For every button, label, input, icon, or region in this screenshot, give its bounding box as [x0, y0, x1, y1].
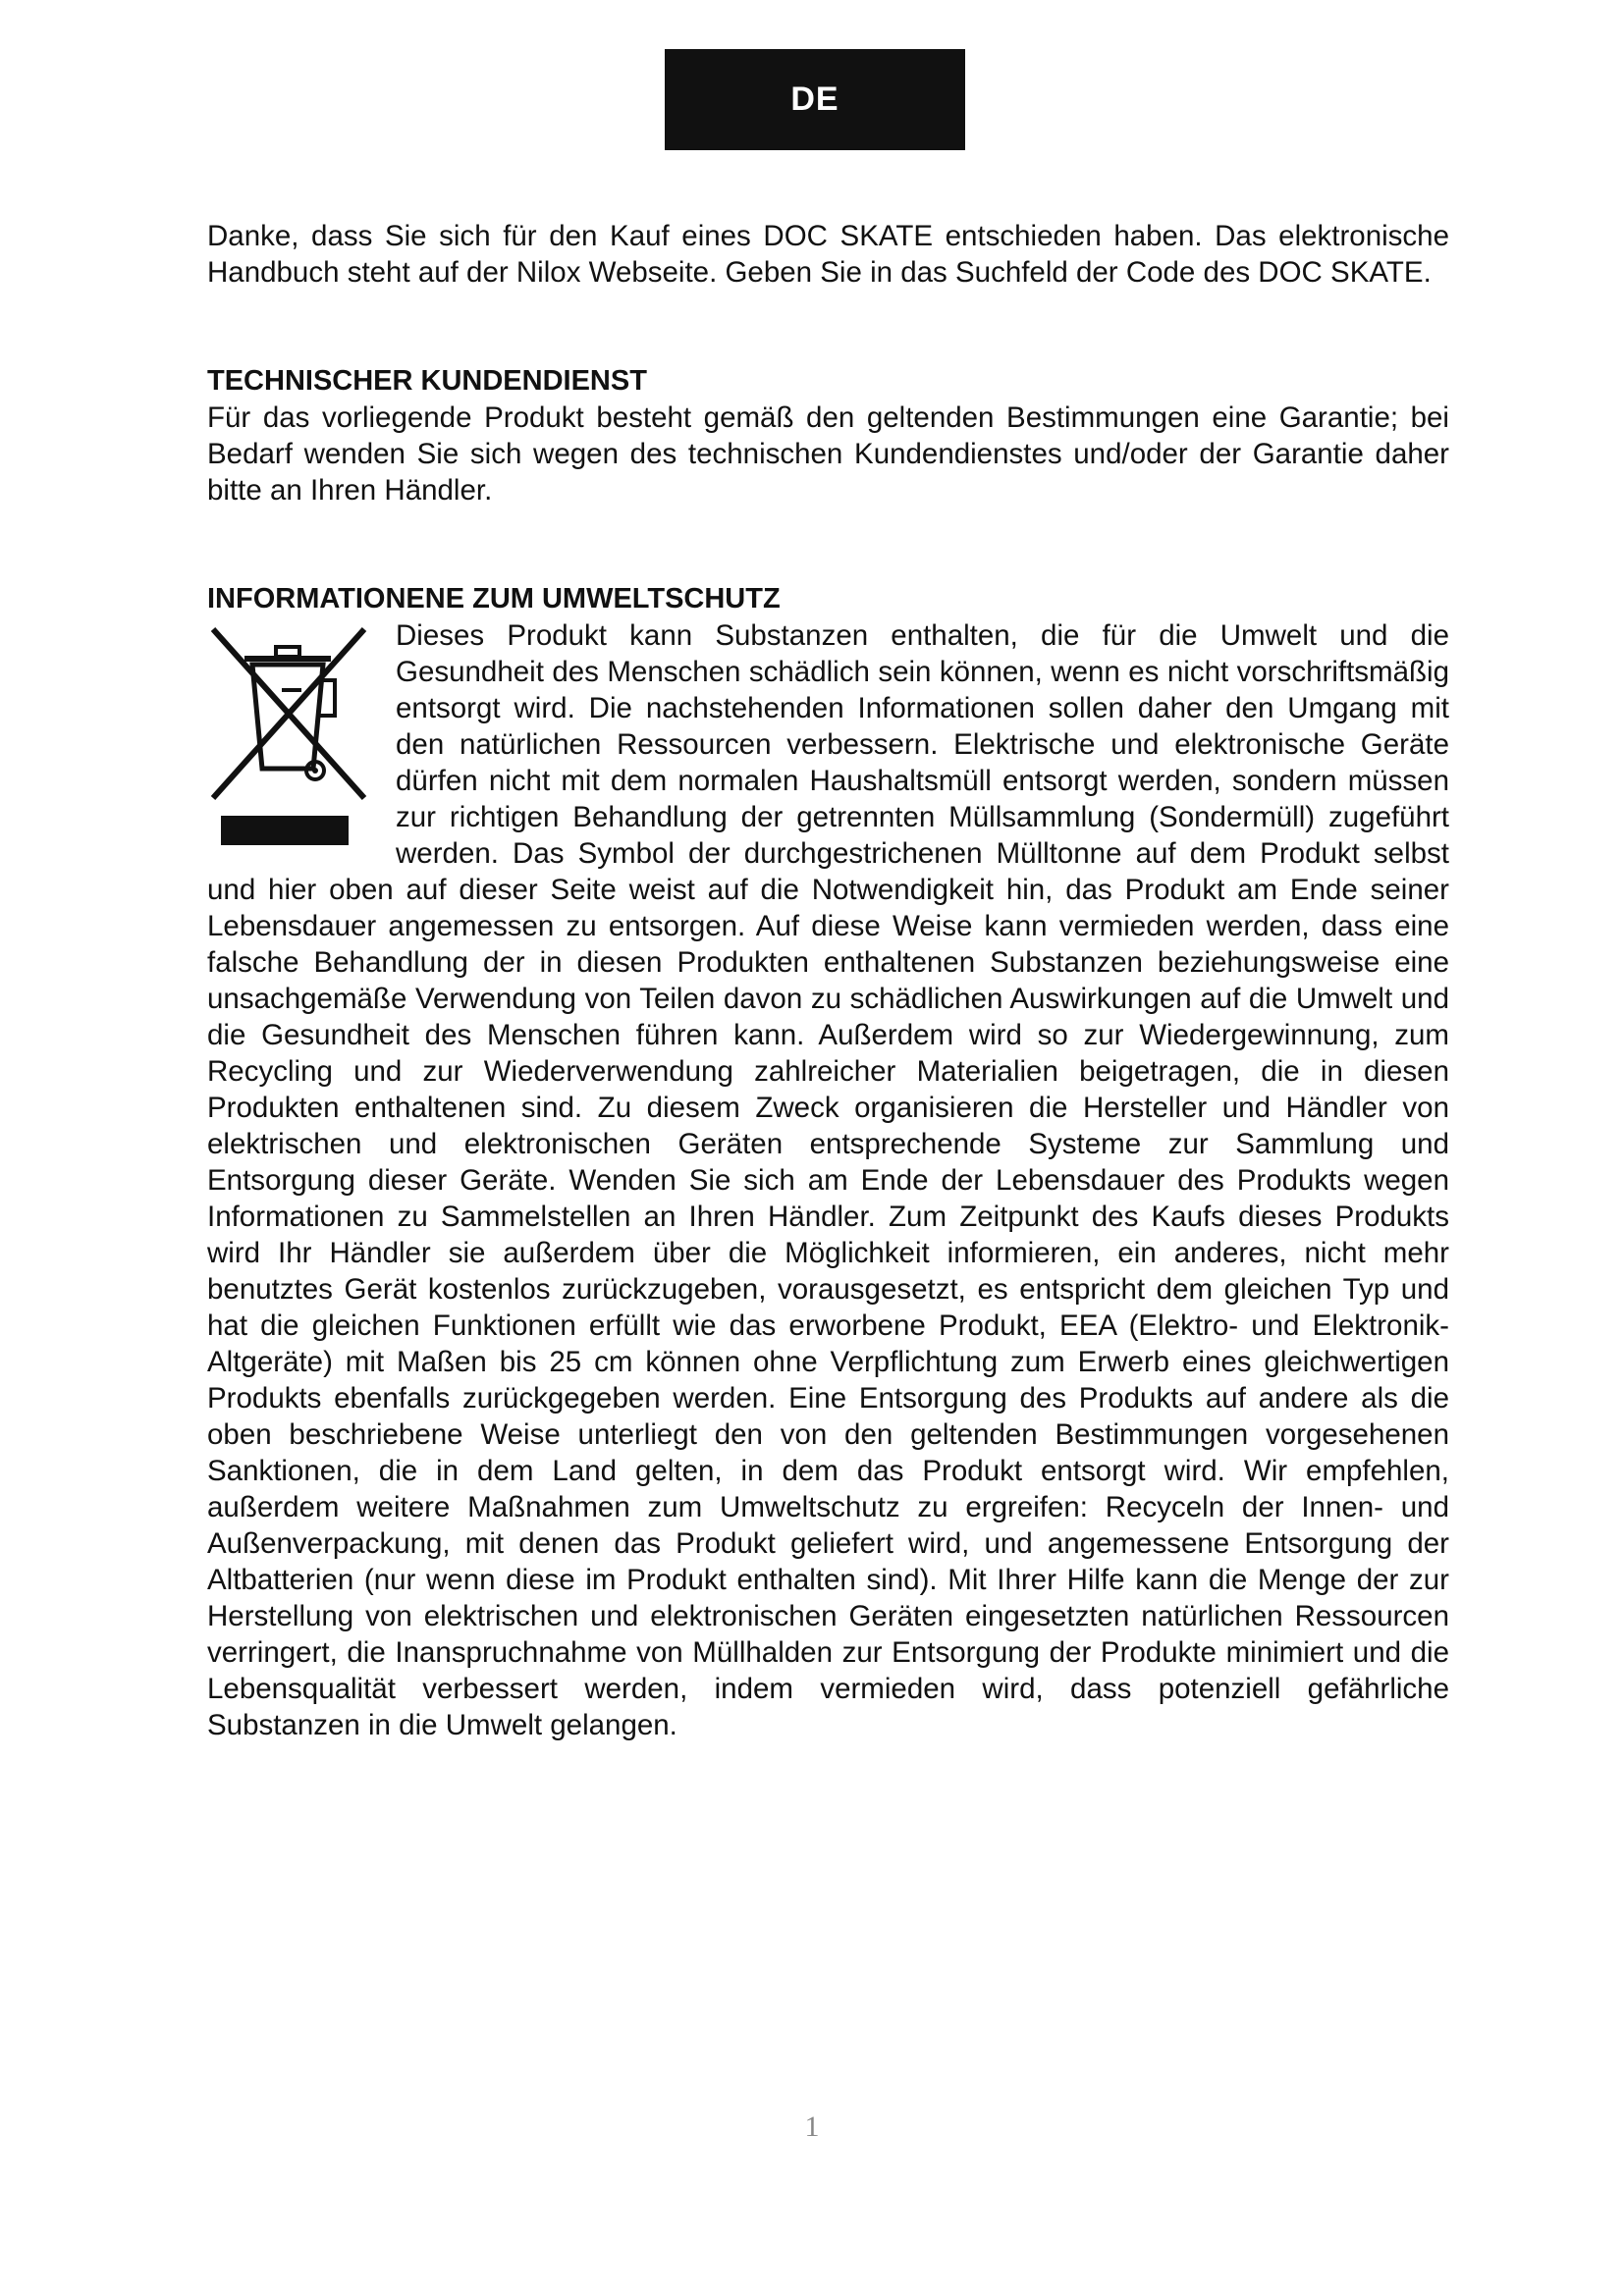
intro-paragraph: Danke, dass Sie sich für den Kauf eines DOC SKATE entschieden haben. Das elektronische Handbuch steht auf der Nilox Webseite. Geben Sie in das Suchfeld der Code des DOC SKATE. — [207, 220, 1449, 289]
service-heading: TECHNISCHER KUNDENDIENST — [207, 365, 647, 397]
environment-section — [207, 581, 1449, 1743]
language-badge — [665, 49, 965, 150]
page-number: 1 — [804, 2110, 820, 2143]
crossed-out-wheelie-bin-icon — [207, 621, 374, 847]
service-paragraph: Für das vorliegende Produkt besteht gemäß den geltenden Bestimmungen eine Garantie; bei Bedarf wenden Sie sich wegen des technischen Kundendienstes und/oder der Garantie daher bitte an Ihren Händler. — [207, 401, 1449, 507]
document-body — [207, 218, 1449, 1743]
environment-heading: INFORMATIONENE ZUM UMWELTSCHUTZ — [207, 583, 781, 614]
environment-body — [207, 617, 1449, 1743]
service-section — [207, 363, 1449, 508]
language-code: DE — [790, 80, 839, 118]
environment-paragraph: Dieses Produkt kann Substanzen enthalten, die für die Umwelt und die Gesundheit des Menschen schädlich sein können, wenn es nicht vorschriftsmäßig entsorgt wird. Die nachstehenden Informationen sollen daher den Umgang mit den natürlichen Ressourcen verbessern. Elektrische und elektronische Geräte dürfen nicht mit dem normalen Haushaltsmüll entsorgt werden, sondern müssen zur richtigen Behandlung der getrennten Müllsammlung (Sondermüll) zugeführt werden. Das Symbol der durchgestrichenen Mülltonne auf dem Produkt selbst und hier oben auf dieser Seite weist auf die Notwendigkeit hin, das Produkt am Ende seiner Lebensdauer angemessen zu entsorgen. Auf diese Weise kann vermieden werden, dass eine falsche Behandlung der in diesen Produkten enthaltenen Substanzen beziehungsweise eine unsachgemäße Verwendung von Teilen davon zu schädlichen Auswirkungen auf die Umwelt und die Gesundheit des Menschen führen kann. Außerdem wird so zur Wiedergewinnung, zum Recycling und zur Wiederverwendung zahlreicher Materialien beigetragen, die in diesen Produkten enthaltenen sind. Zu diesem Zweck organisieren die Hersteller und Händler von elektrischen und elektronischen Geräten entsprechende Systeme zur Sammlung und Entsorgung dieser Geräte. Wenden Sie sich am Ende der Lebensdauer des Produkts wegen Informationen zu Sammelstellen an Ihren Händler. Zum Zeitpunkt des Kaufs dieses Produkts wird Ihr Händler sie außerdem über die Möglichkeit informieren, ein anderes, nicht mehr benutztes Gerät kostenlos zurückzugeben, vorausgesetzt, es entspricht dem gleichen Typ und hat die gleichen Funktionen erfüllt wie das erworbene Produkt, EEA (Elektro- und Elektronik-Altgeräte) mit Maßen bis 25 cm können ohne Verpflichtung zum Erwerb eines gleichwertigen Produkts ebenfalls zurückgegeben werden. Eine Entsorgung des Produkts auf andere als die oben beschriebene Weise unterliegt den von den geltenden Bestimmungen vorgesehenen Sanktionen, die in dem Land gelten, in dem das Produkt entsorgt wird. Wir empfehlen, außerdem weitere Maßnahmen zum Umweltschutz zu ergreifen: Recyceln der Innen- und Außenverpackung, mit denen das Produkt geliefert wird, und angemessene Entsorgung der Altbatterien (nur wenn diese im Produkt enthalten sind). Mit Ihrer Hilfe kann die Menge der zur Herstellung von elektrischen und elektronischen Geräten eingesetzten natürlichen Ressourcen verringert, die Inanspruchnahme von Müllhalden zur Entsorgung der Produkte minimiert und die Lebensqualität verbessert werden, indem vermieden wird, dass potenziell gefährliche Substanzen in die Umwelt gelangen. — [207, 619, 1449, 1741]
